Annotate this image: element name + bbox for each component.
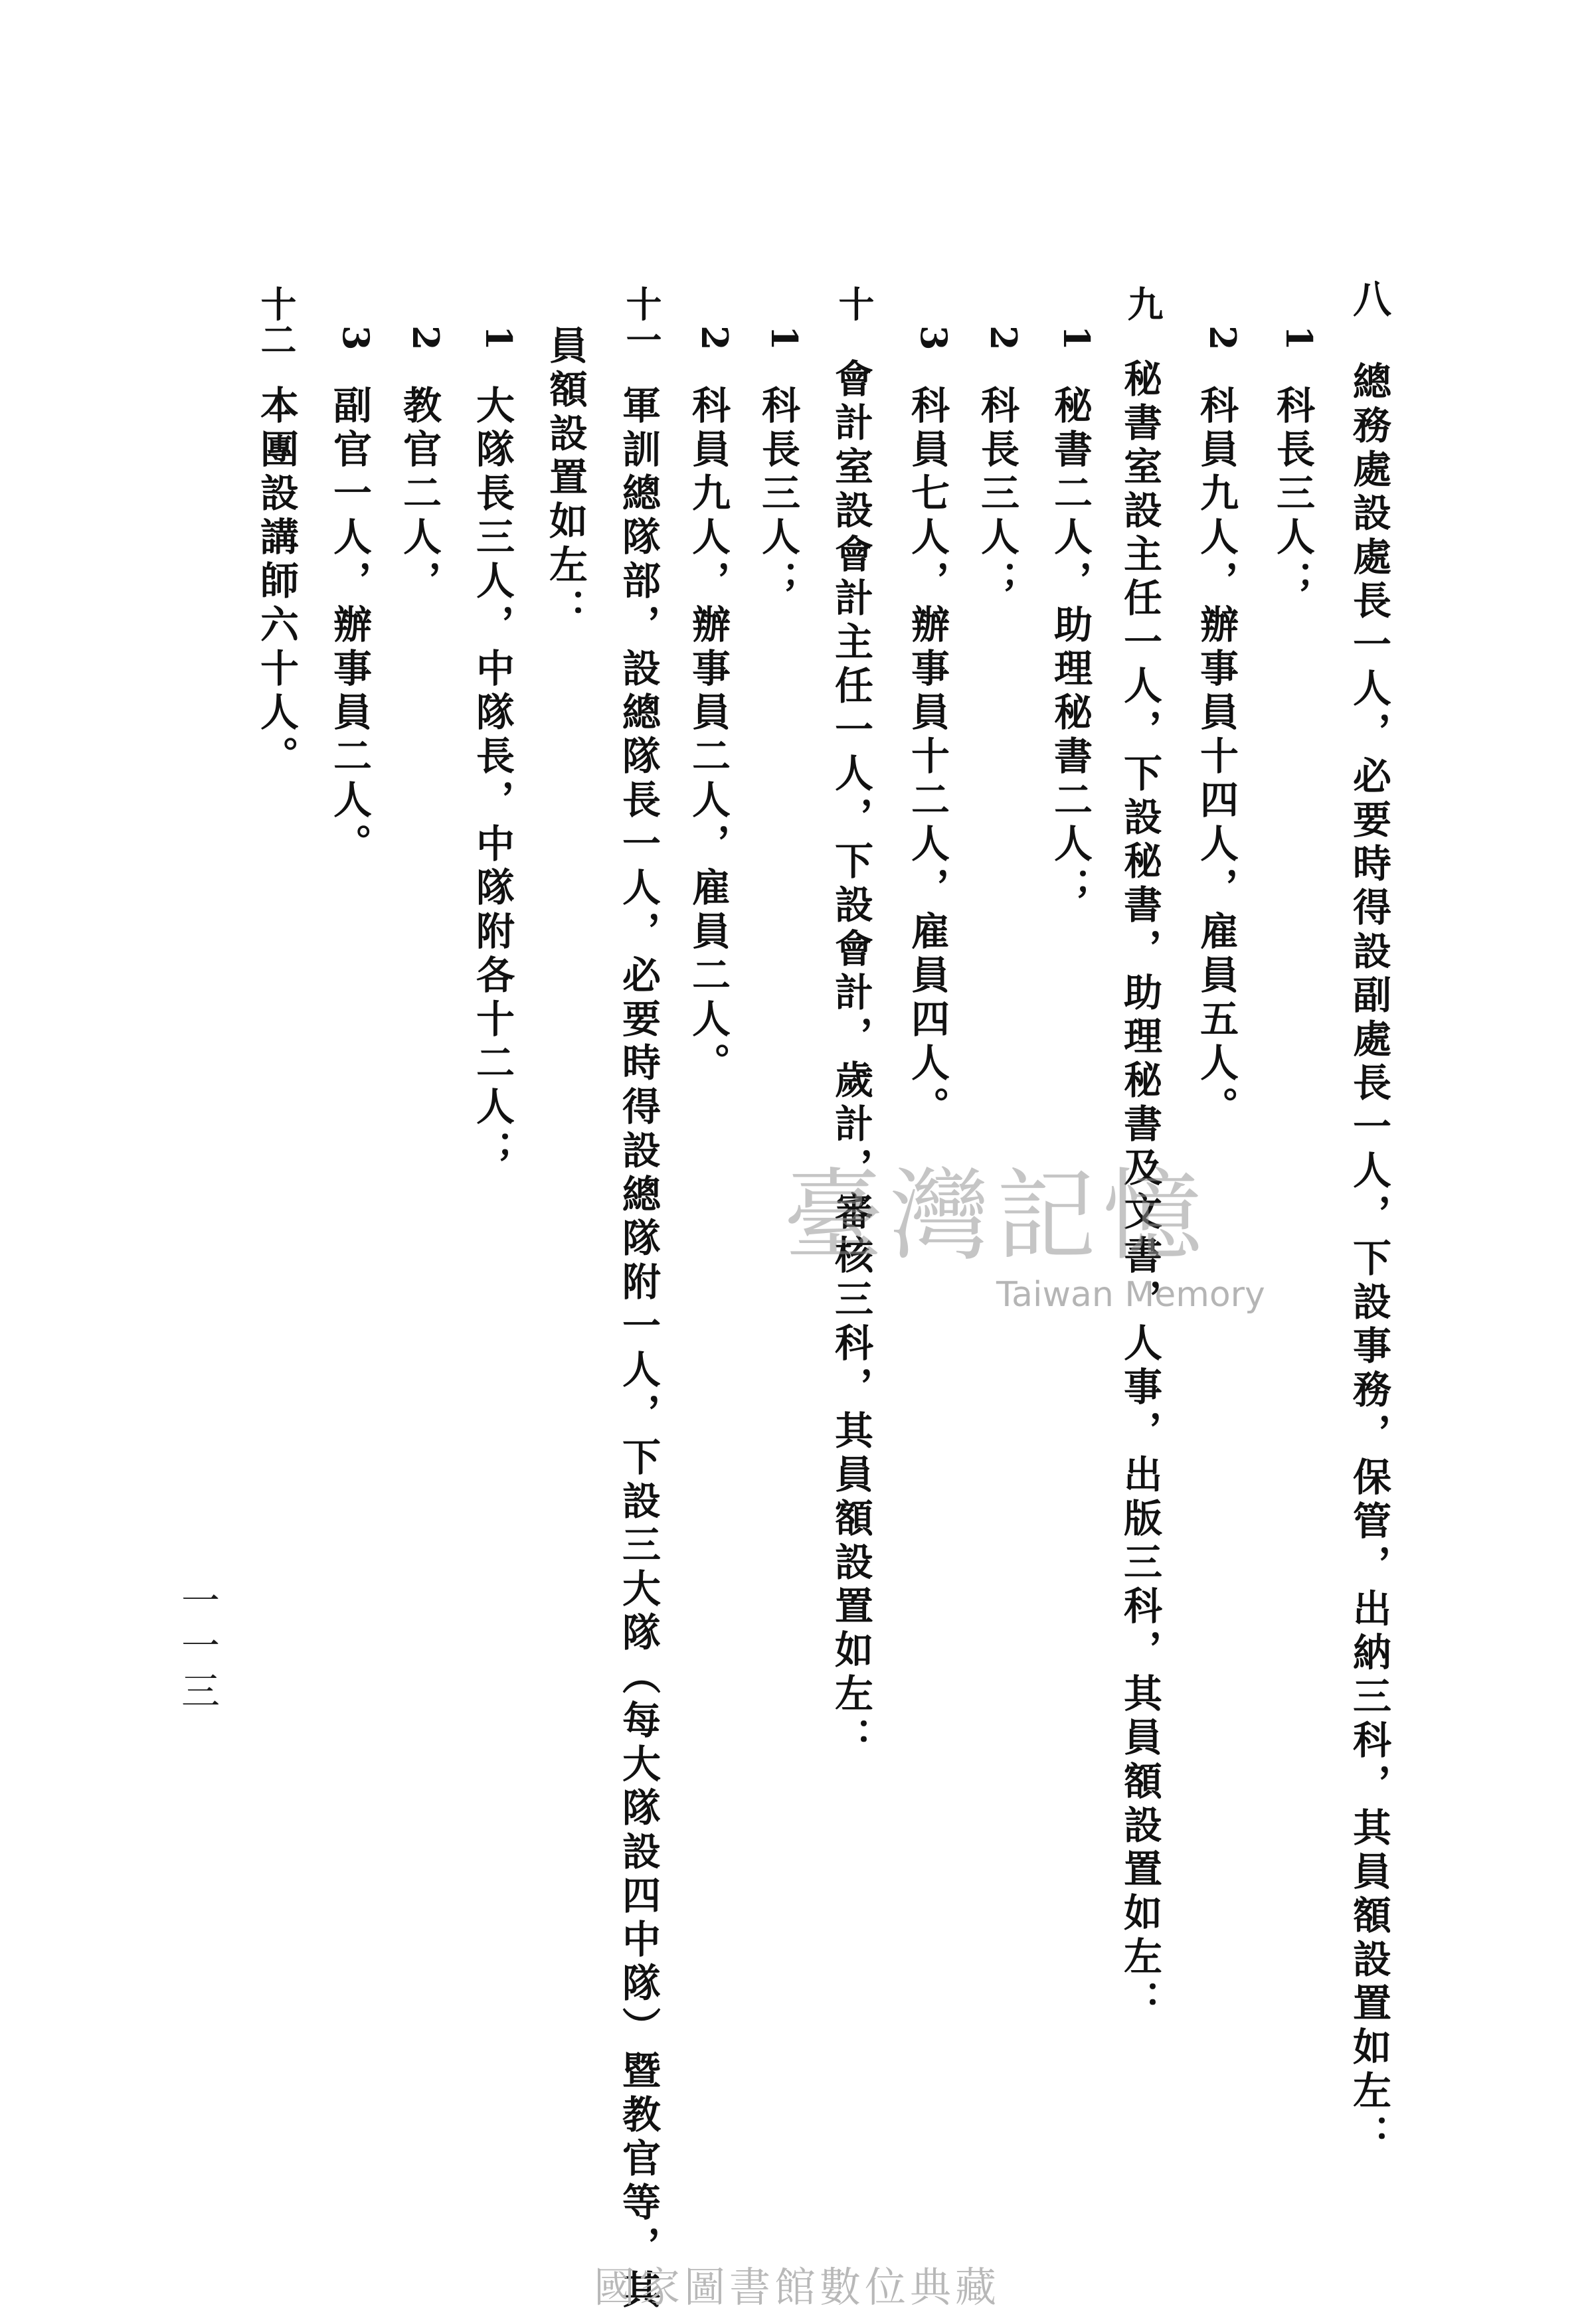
section-9-item-2: 科長三人；	[974, 385, 1019, 604]
section-8-item-2-number: 2	[1201, 325, 1244, 351]
section-9-marker: 九	[1122, 286, 1164, 321]
section-8-item-2: 科員九人，辦事員十四人，雇員五人。	[1194, 385, 1239, 1130]
section-9-item-3-number: 3	[913, 325, 955, 351]
page-number: 一一三	[175, 1580, 220, 1716]
section-11-heading-continued: 員額設置如左：	[543, 325, 588, 632]
section-12-heading: 本團設講師六十人。	[254, 385, 299, 780]
section-9-item-3: 科員七人，辦事員十二人，雇員四人。	[905, 385, 950, 1130]
section-11-item-2-number: 2	[404, 325, 447, 351]
section-8-item-1-number: 1	[1278, 325, 1320, 351]
section-9-item-2-number: 2	[982, 325, 1025, 351]
section-10-item-1: 科長三人；	[755, 385, 800, 604]
section-9-item-1-number: 1	[1055, 325, 1098, 351]
section-10-heading: 會計室設會計主任一人，下設會計，歲計，審核三科，其員額設置如左：	[828, 359, 873, 1761]
section-10-item-2: 科員九人，辦事員二人，雇員二人。	[685, 385, 731, 1086]
section-8-text: 總務處設處長一人，必要時得設副處長一人，下設事務，保管，出納三科，其員額設置如左：	[1346, 361, 1391, 2159]
section-12-marker: 十二	[255, 286, 298, 357]
section-9-item-1: 秘書二人，助理秘書二人；	[1047, 385, 1093, 911]
section-11-item-1-number: 1	[478, 325, 520, 351]
section-11-heading: 軍訓總隊部，設總隊長一人，必要時得設總隊附一人，下設三大隊（每大隊設四中隊）暨教官等，其	[616, 385, 661, 2313]
section-11-item-1: 大隊長三人，中隊長，中隊附各十二人；	[470, 385, 515, 1174]
section-10-marker: 十	[833, 286, 875, 321]
footer-collection-label: 國家圖書館數位典藏	[593, 2263, 1000, 2311]
section-11-item-3: 副官一人，辦事員二人。	[327, 385, 372, 867]
section-8-heading	[1348, 279, 1389, 2158]
section-10-item-2-number: 2	[693, 325, 736, 351]
section-11-item-3-number: 3	[335, 325, 377, 351]
section-10-item-1-number: 1	[763, 325, 806, 351]
section-8-item-1: 科長三人；	[1270, 385, 1315, 604]
section-11-marker: 十一	[620, 286, 663, 357]
section-11-item-2: 教官二人，	[397, 385, 442, 604]
watermark-logo: 臺灣記憶	[784, 1159, 1209, 1274]
watermark-logo-english: Taiwan Memory	[996, 1275, 1265, 1315]
section-8-marker: 八	[1346, 279, 1391, 323]
section-9-heading: 秘書室設主任一人，下設秘書，助理秘書及文書，人事，出版三科，其員額設置如左：	[1117, 359, 1162, 2024]
